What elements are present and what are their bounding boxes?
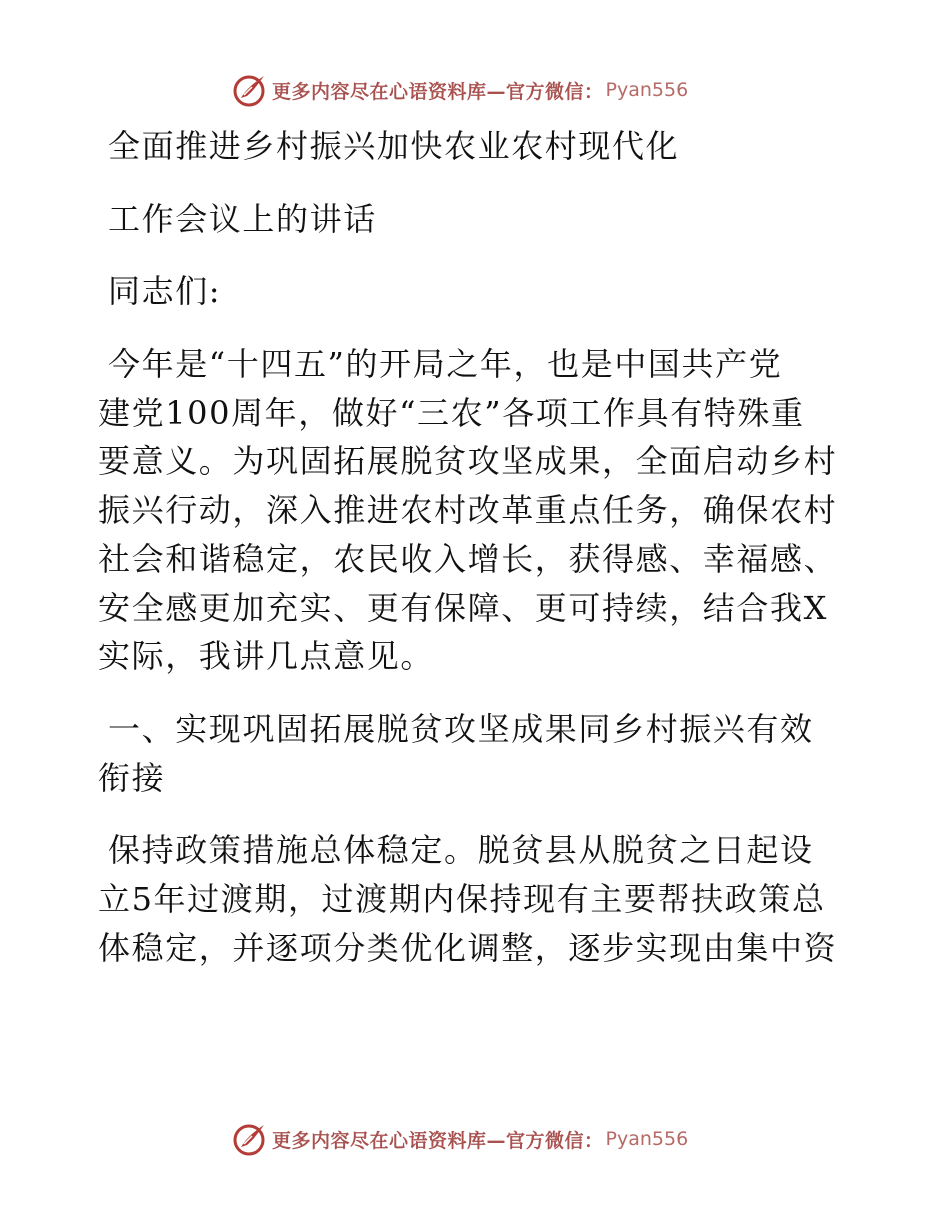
paragraph-intro	[98, 340, 858, 681]
quill-logo-icon	[232, 1121, 268, 1157]
document-title-line-1: 全面推进乡村振兴加快农业农村现代化	[108, 127, 680, 165]
section-heading-1	[98, 705, 858, 802]
paragraph-line: 保持政策措施总体稳定。脱贫县从脱贫之日起设	[108, 831, 814, 870]
wechat-id: Pyan556	[605, 1128, 689, 1150]
paragraph-line: 立5年过渡期，过渡期内保持现有主要帮扶政策总	[98, 879, 826, 918]
paragraph-line: 建党100周年，做好“三农”各项工作具有特殊重	[98, 393, 805, 432]
paragraph-line: 体稳定，并逐项分类优化调整，逐步实现由集中资	[98, 928, 838, 967]
wechat-id: Pyan556	[605, 79, 689, 101]
heading-line: 一、实现巩固拓展脱贫攻坚成果同乡村振兴有效	[108, 709, 814, 748]
paragraph-line: 今年是“十四五”的开局之年，也是中国共产党	[108, 345, 783, 384]
paragraph-line: 安全感更加充实、更有保障、更可持续，结合我X	[98, 588, 828, 627]
banner-text: 更多内容尽在心语资料库—官方微信：	[272, 80, 604, 103]
paragraph-line: 振兴行动，深入推进农村改革重点任务，确保农村	[98, 491, 838, 530]
salutation: 同志们:	[108, 272, 222, 311]
heading-line: 衔接	[98, 758, 166, 797]
banner-text: 更多内容尽在心语资料库—官方微信：	[272, 1129, 604, 1152]
paragraph-line: 实际，我讲几点意见。	[98, 637, 435, 676]
paragraph-line: 社会和谐稳定，农民收入增长，获得感、幸福感、	[98, 539, 838, 578]
quill-logo-icon	[232, 72, 268, 108]
document-title-line-2: 工作会议上的讲话	[108, 199, 377, 238]
paragraph-line: 要意义。为巩固拓展脱贫攻坚成果，全面启动乡村	[98, 442, 838, 481]
paragraph-policy	[98, 826, 858, 972]
header-watermark-banner	[232, 70, 688, 110]
document-body	[98, 122, 858, 972]
footer-watermark-banner	[232, 1119, 688, 1159]
